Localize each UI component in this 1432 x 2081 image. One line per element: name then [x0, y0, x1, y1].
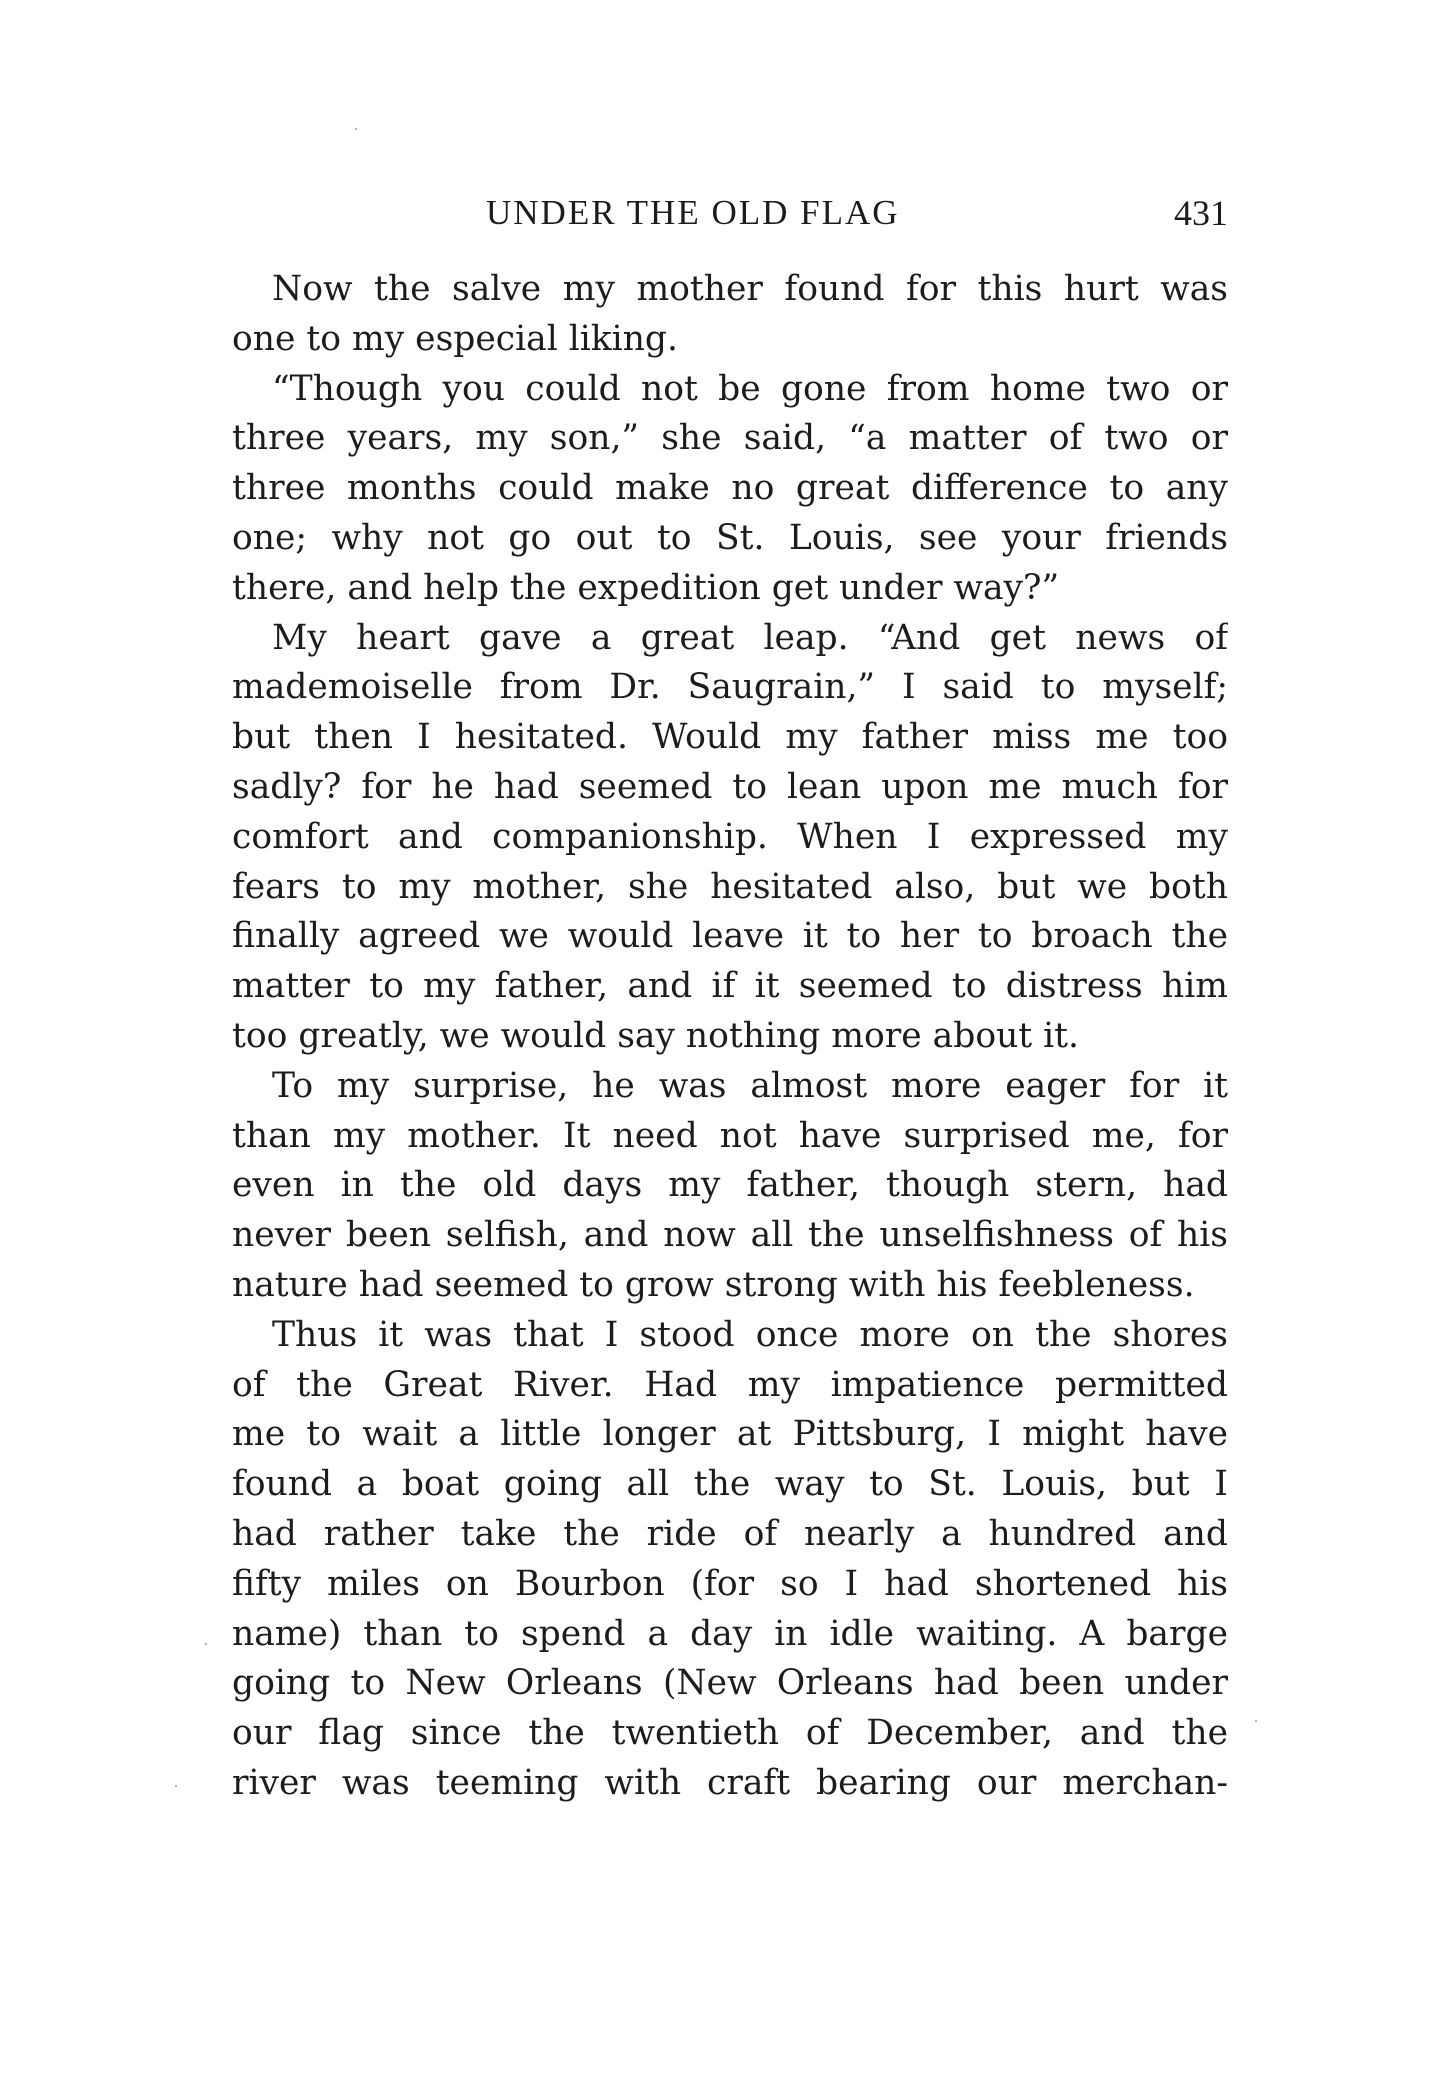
running-head [232, 188, 1228, 238]
text-line: but then I hesitated. Would my father miss me too [232, 717, 1228, 758]
text-line: than my mother. It need not have surprised me, for [232, 1115, 1228, 1156]
body-text [232, 265, 1228, 1809]
text-line: one; why not go out to St. Louis, see your friends [232, 517, 1228, 558]
text-line: matter to my father, and if it seemed to distress him [232, 966, 1228, 1007]
paper-speck [1255, 1720, 1257, 1722]
paper-speck [175, 1785, 177, 1787]
text-line: My heart gave a great leap. “And get news of [272, 617, 1228, 658]
text-line: To my surprise, he was almost more eager for it [272, 1065, 1228, 1106]
page-number: 431 [1174, 193, 1228, 233]
text-line: Thus it was that I stood once more on the shores [272, 1314, 1228, 1355]
text-line: river was teeming with craft bearing our merchan- [232, 1762, 1228, 1803]
text-line: one to my especial liking. [232, 318, 678, 359]
text-line: too greatly, we would say nothing more about it. [232, 1015, 1080, 1056]
text-line: never been selfish, and now all the unselfishness of his [232, 1215, 1228, 1256]
text-line: sadly? for he had seemed to lean upon me much for [232, 766, 1228, 807]
text-line: mademoiselle from Dr. Saugrain,” I said to myself; [232, 667, 1228, 708]
text-line: nature had seemed to grow strong with his feebleness. [232, 1264, 1195, 1305]
text-line: of the Great River. Had my impatience permitted [232, 1364, 1228, 1405]
text-line: going to New Orleans (New Orleans had been under [232, 1663, 1228, 1704]
text-line: finally agreed we would leave it to her to broach the [232, 916, 1228, 957]
text-line: three years, my son,” she said, “a matter of two or [232, 418, 1228, 459]
paper-speck [355, 128, 357, 130]
text-line: found a boat going all the way to St. Louis, but I [232, 1464, 1228, 1505]
text-line: fifty miles on Bourbon (for so I had shortened his [232, 1563, 1228, 1604]
text-line: our flag since the twentieth of December, and the [232, 1713, 1228, 1754]
text-line: had rather take the ride of nearly a hundred and [232, 1513, 1228, 1554]
text-line: there, and help the expedition get under way?” [232, 567, 1060, 608]
text-line: three months could make no great difference to any [232, 468, 1228, 509]
text-line: even in the old days my father, though stern, had [232, 1165, 1228, 1206]
text-line: Now the salve my mother found for this hurt was [272, 269, 1228, 309]
text-line: name) than to spend a day in idle waiting. A barge [232, 1613, 1228, 1654]
text-line: comfort and companionship. When I expressed my [232, 816, 1228, 857]
text-line: me to wait a little longer at Pittsburg, I might have [232, 1414, 1228, 1455]
text-line: fears to my mother, she hesitated also, but we both [232, 866, 1228, 907]
text-line: “Though you could not be gone from home two or [272, 368, 1228, 409]
paper-speck [205, 1643, 207, 1645]
running-title: UNDER THE OLD FLAG [486, 193, 900, 232]
